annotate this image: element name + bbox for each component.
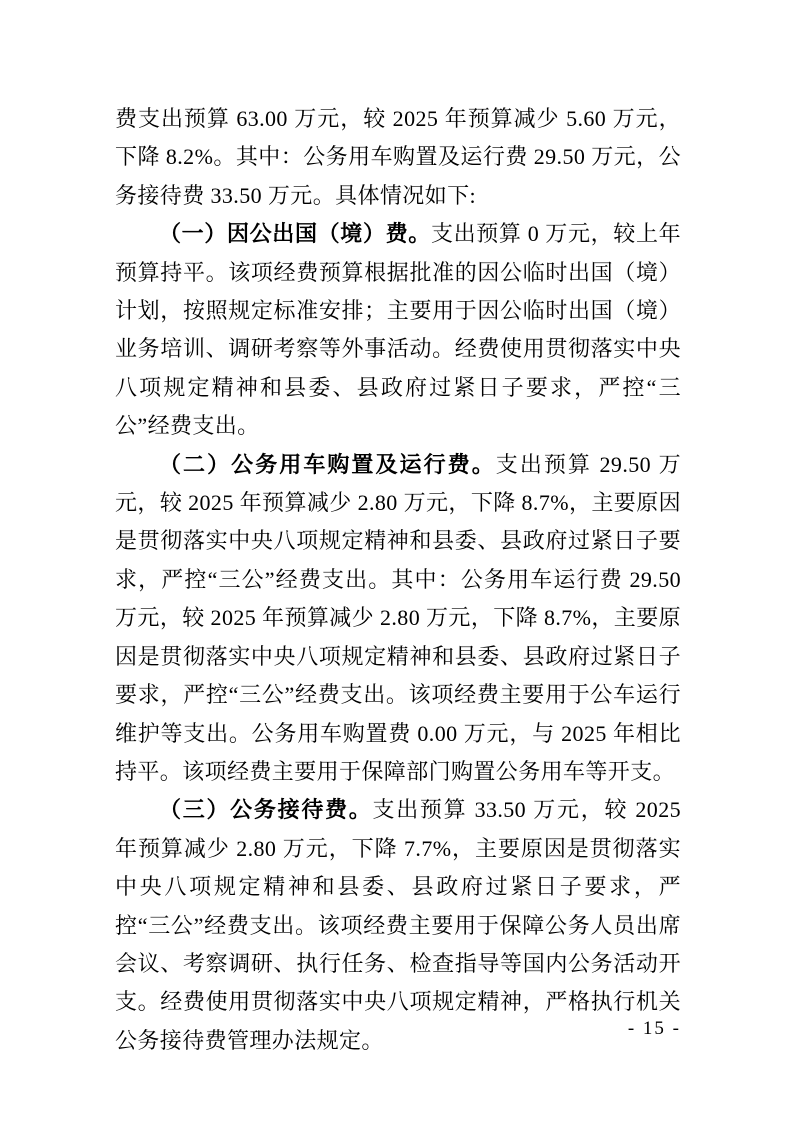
paragraph-heading: （一）因公出国（境）费。 <box>159 221 431 247</box>
paragraph-text: 支出预算 29.50 万元，较 2025 年预算减少 2.80 万元，下降 8.7%，主要原因是贯彻落实中央八项规定精神和县委、县政府过紧日子要求，严控“三公”经费支出。其中：公务用车运行费 29.50 万元，较 2025 年预算减少 2.80 万元，下降 8.7%，主要原因是贯彻落实中央八项规定精神和县委、县政府过紧日子要求，严控“三公”经费支出。该项经费主要用于公车运行维护等支出。公务用车购置费 0.00 万元，与 2025 年相比持平。该项经费主要用于保障部门购置公务用车等开支。 <box>115 451 681 784</box>
paragraph-text: 费支出预算 63.00 万元，较 2025 年预算减少 5.60 万元，下降 8.2%。其中：公务用车购置及运行费 29.50 万元，公务接待费 33.50 万元。具体情况如下: <box>115 106 681 208</box>
paragraph-heading: （二）公务用车购置及运行费。 <box>159 451 496 477</box>
paragraph-item-1 <box>115 215 681 445</box>
paragraph-item-3 <box>115 791 681 1060</box>
paragraph-continuation <box>115 100 681 215</box>
paragraph-heading: （三）公务接待费。 <box>159 797 373 823</box>
paragraph-text: 支出预算 33.50 万元，较 2025 年预算减少 2.80 万元，下降 7.7%，主要原因是贯彻落实中央八项规定精神和县委、县政府过紧日子要求，严控“三公”经费支出。该项经费主要用于保障公务人员出席会议、考察调研、执行任务、检查指导等国内公务活动开支。经费使用贯彻落实中央八项规定精神，严格执行机关公务接待费管理办法规定。 <box>115 797 681 1053</box>
page-number: - 15 - <box>627 1018 681 1039</box>
document-body <box>115 100 681 1060</box>
paragraph-text: 支出预算 0 万元，较上年预算持平。该项经费预算根据批准的因公临时出国（境）计划，按照规定标准安排；主要用于因公临时出国（境）业务培训、调研考察等外事活动。经费使用贯彻落实中央八项规定精神和县委、县政府过紧日子要求，严控“三公”经费支出。 <box>115 221 682 439</box>
paragraph-item-2 <box>115 446 681 792</box>
